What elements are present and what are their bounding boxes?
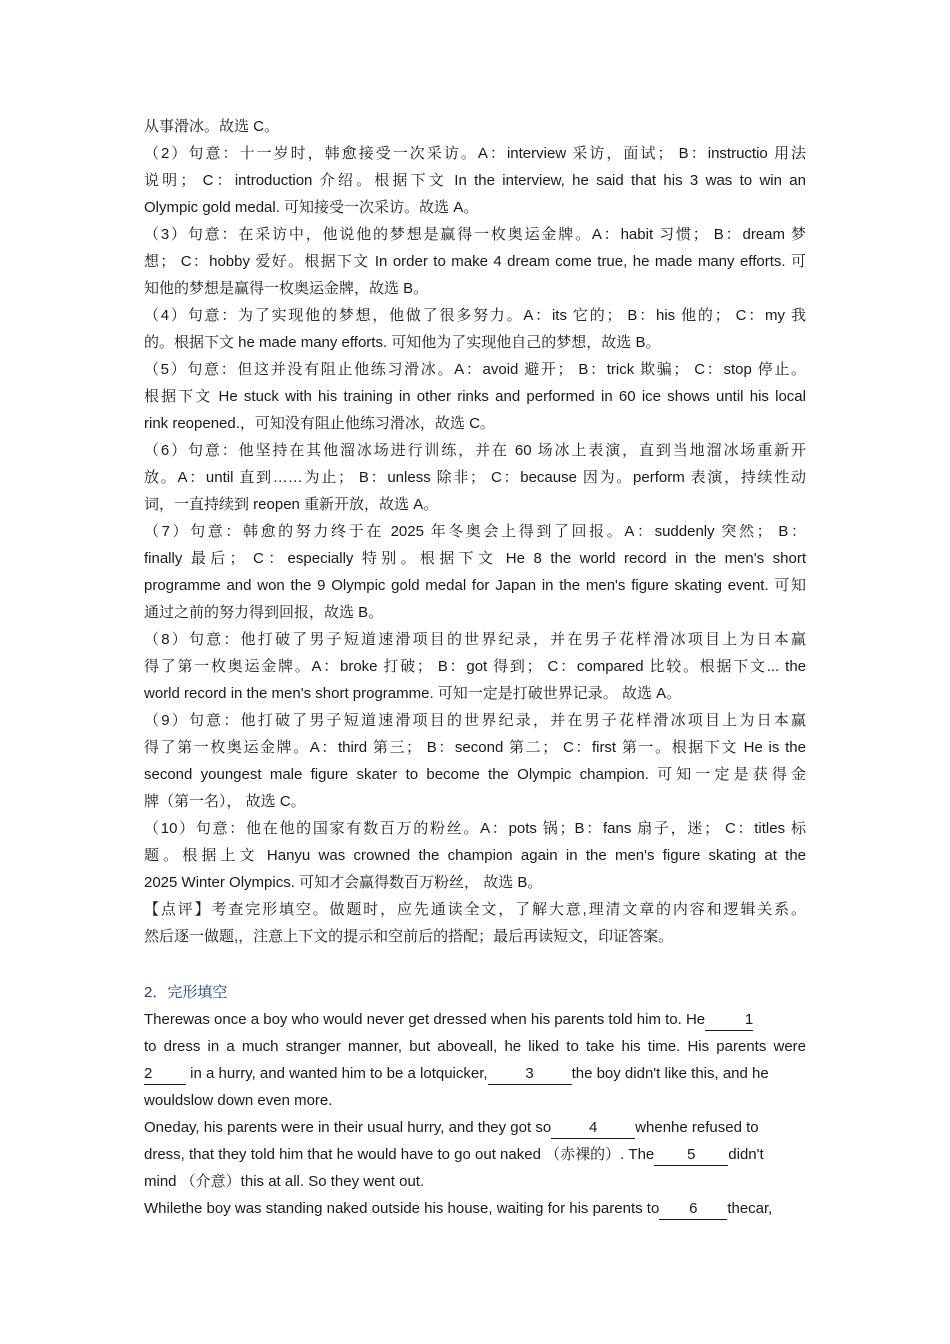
passage-text: didn't	[728, 1146, 764, 1163]
explanation-line: Olympic gold medal. 可知接受一次采访。故选 A。	[144, 199, 479, 216]
passage-line	[144, 1006, 806, 1033]
blank-1[interactable]: 1	[705, 1010, 753, 1031]
passage-text: whenhe refused to	[635, 1119, 759, 1136]
explanation-line: （7）句意：韩愈的努力终于在 2025 年冬奥会上得到了回报。A：suddenly 突然； B：	[144, 523, 806, 540]
explanation-line: 词，一直持续到 reopen 重新开放，故选 A。	[144, 496, 439, 513]
blank-6[interactable]: 6	[659, 1199, 727, 1220]
explanation-line: 题。根据上文 Hanyu was crowned the champion again in the men's figure skating at the	[144, 847, 806, 864]
passage-text: dress, that they told him that he would have to go out naked （赤裸的）. The	[144, 1146, 655, 1163]
explanation-line: （2）句意：十一岁时，韩愈接受一次采访。A：interview 采访，面试； B：instructio 用法	[144, 145, 806, 162]
explanation-line: （10）句意：他在他的国家有数百万的粉丝。A：pots 锅；B：fans 扇子，迷； C：titles 标	[144, 820, 806, 837]
explanation-line: 说明； C：introduction 介绍。根据下文 In the interview, he said that his 3 was to win an	[144, 172, 806, 189]
passage-line	[144, 1114, 806, 1141]
explanation-line: （8）句意：他打破了男子短道速滑项目的世界纪录，并在男子花样滑冰项目上为日本赢	[144, 631, 806, 648]
explanation-line: 得了第一枚奥运金牌。A：third 第三； B：second 第二； C：first 第一。根据下文 He is the	[144, 739, 806, 756]
explanation-line: second youngest male figure skater to become the Olympic champion. 可知一定是获得金	[144, 766, 806, 783]
passage-line: to dress in a much stranger manner, but aboveall, he liked to take his time. His parents were	[144, 1038, 806, 1055]
explanation-line: 知他的梦想是赢得一枚奥运金牌，故选 B。	[144, 280, 429, 297]
explanation-line: 从事滑冰。故选 C。	[144, 118, 280, 135]
passage-text: Therewas once a boy who would never get dressed when his parents told him to. He	[144, 1011, 706, 1028]
passage-text: thecar,	[727, 1200, 773, 1217]
passage-text: the boy didn't like this, and he	[571, 1065, 769, 1082]
passage-line	[144, 1195, 806, 1222]
blank-3[interactable]: 3	[488, 1064, 572, 1085]
explanation-line: finally 最后； C：especially 特别。根据下文 He 8 the world record in the men's short	[144, 550, 806, 567]
explanation-line: programme and won the 9 Olympic gold medal for Japan in the men's figure skating event. 可知	[144, 577, 806, 594]
explanation-line: 的。根据下文 he made many efforts. 可知他为了实现他自己的梦想，故选 B。	[144, 334, 661, 351]
comment-line: 然后逐一做题,，注意上下文的提示和空前后的搭配；最后再读短文，印证答案。	[144, 928, 674, 945]
explanation-line: （6）句意：他坚持在其他溜冰场进行训练，并在 60 场冰上表演，直到当地溜冰场重新开	[144, 442, 806, 459]
passage-line	[144, 1141, 806, 1168]
explanation-line: （4）句意：为了实现他的梦想，他做了很多努力。A：its 它的； B：his 他的； C：my 我	[144, 307, 806, 324]
passage-text: in a hurry, and wanted him to be a lotquicker,	[186, 1065, 488, 1082]
passage-line	[144, 1060, 806, 1087]
explanation-line: 根据下文 He stuck with his training in other rinks and performed in 60 ice shows until his local	[144, 388, 806, 405]
comment-line: 【点评】考查完形填空。做题时，应先通读全文，了解大意,理清文章的内容和逻辑关系。	[144, 901, 806, 918]
passage-line: mind （介意）this at all. So they went out.	[144, 1173, 425, 1190]
explanation-line: （5）句意：但这并没有阻止他练习滑冰。A：avoid 避开； B：trick 欺骗； C：stop 停止。	[144, 361, 806, 378]
explanation-line: 想； C：hobby 爱好。根据下文 In order to make 4 dream come true, he made many efforts. 可	[144, 253, 806, 270]
explanation-line: world record in the men's short programme. 可知一定是打破世界记录。 故选 A。	[144, 685, 682, 702]
blank-4[interactable]: 4	[551, 1118, 635, 1139]
explanation-line: （9）句意：他打破了男子短道速滑项目的世界纪录，并在男子花样滑冰项目上为日本赢	[144, 712, 806, 729]
explanation-line: 牌（第一名）， 故选 C。	[144, 793, 306, 810]
passage-text: Oneday, his parents were in their usual hurry, and they got so	[144, 1119, 552, 1136]
passage-text: Whilethe boy was standing naked outside his house, waiting for his parents to	[144, 1200, 660, 1217]
explanation-line: 得了第一枚奥运金牌。A：broke 打破； B：got 得到； C：compared 比较。根据下文... the	[144, 658, 806, 675]
explanation-line: rink reopened.，可知没有阻止他练习滑冰，故选 C。	[144, 415, 495, 432]
explanation-line: 通过之前的努力得到回报，故选 B。	[144, 604, 384, 621]
blank-2[interactable]: 2	[144, 1064, 186, 1085]
passage-line: wouldslow down even more.	[144, 1092, 333, 1109]
explanation-line: 2025 Winter Olympics. 可知才会赢得数百万粉丝， 故选 B。	[144, 874, 543, 891]
blank-5[interactable]: 5	[654, 1145, 728, 1166]
explanation-line: 放。A：until 直到……为止； B：unless 除非； C：because 因为。perform 表演，持续性动	[144, 469, 806, 486]
section-title: 2．完形填空	[144, 984, 228, 1001]
explanation-line: （3）句意：在采访中，他说他的梦想是赢得一枚奥运金牌。A：habit 习惯； B：dream 梦	[144, 226, 806, 243]
